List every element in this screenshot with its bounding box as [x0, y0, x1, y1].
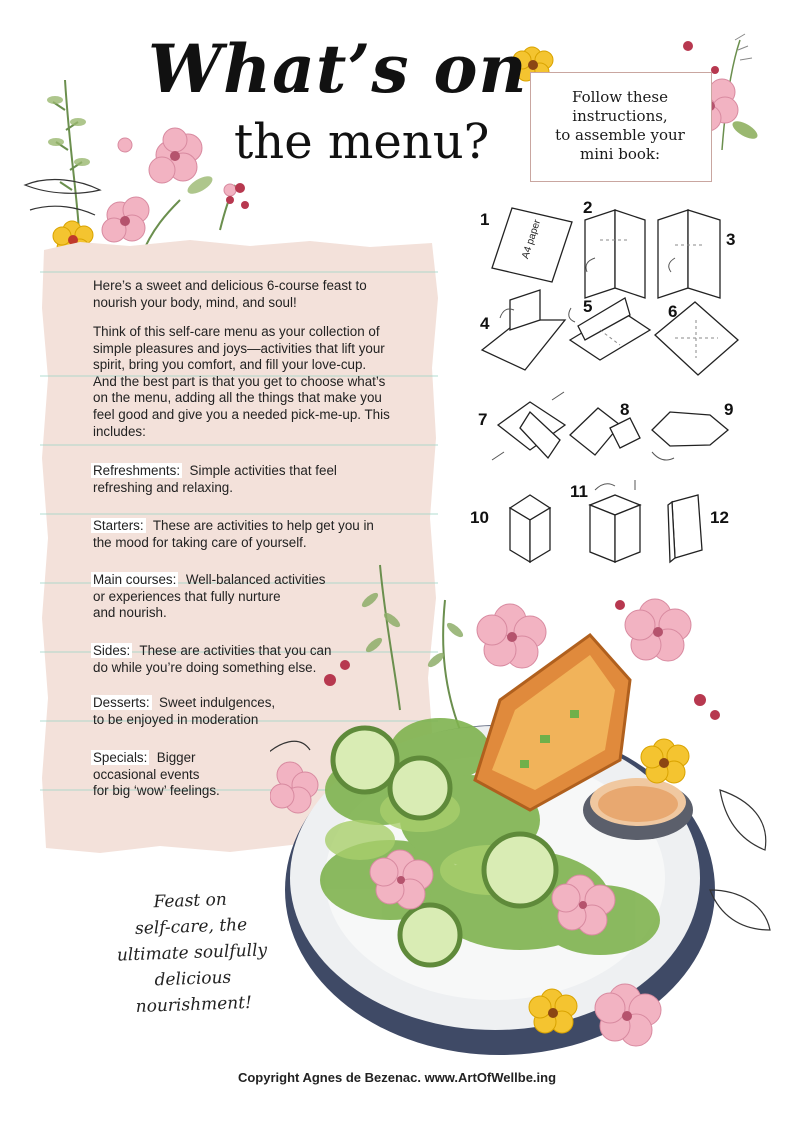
text-line: Here’s a sweet and delicious 6-course feast to — [93, 278, 367, 293]
quote-line: ultimate soulfully — [116, 940, 268, 966]
text-line: nourish your body, mind, and soul! — [93, 294, 297, 310]
folding-diagram — [470, 190, 770, 570]
step-number: 3 — [726, 230, 736, 249]
category-starters — [93, 518, 374, 551]
category-label: Starters: — [93, 518, 144, 533]
step-number: 10 — [470, 508, 489, 527]
closing-quote — [90, 885, 294, 1022]
step-number: 8 — [620, 400, 630, 419]
step-number: 9 — [724, 400, 734, 419]
category-label: Refreshments: — [93, 463, 181, 478]
category-desserts — [93, 695, 275, 728]
category-description: These are activities that you can — [139, 643, 332, 658]
category-description: Well-balanced activities — [185, 572, 326, 587]
category-description: and nourish. — [93, 605, 167, 621]
category-description: These are activities to help get you in — [152, 518, 374, 533]
step-number: 4 — [480, 314, 490, 333]
instructions-line: Follow these — [572, 88, 668, 106]
text-line: spirit, bring you comfort, and fill your love-cup. — [93, 357, 367, 373]
category-description: the mood for taking care of yourself. — [93, 534, 307, 550]
instructions-line: instructions, — [572, 107, 668, 125]
category-description: Sweet indulgences, — [159, 695, 276, 710]
category-label: Desserts: — [93, 695, 150, 710]
category-label: Sides: — [93, 643, 131, 658]
quote-line: delicious — [154, 967, 232, 991]
category-label: Main courses: — [93, 572, 177, 587]
quote-line: self-care, the — [134, 915, 248, 939]
intro-paragraph-1 — [93, 278, 367, 311]
category-description: Simple activities that feel — [189, 463, 337, 478]
category-description: to be enjoyed in moderation — [93, 711, 259, 727]
text-line: on the menu, adding all the things that make you — [93, 390, 382, 406]
quote-line: Feast on — [153, 889, 228, 913]
text-line: Think of this self-care menu as your collection of — [93, 324, 380, 339]
category-label: Specials: — [93, 750, 148, 765]
instructions-line: mini book: — [579, 145, 661, 163]
step-number: 6 — [668, 302, 678, 321]
text-line: feel good and give you a needed pick-me-up. This — [93, 406, 390, 422]
salad-plate-illustration — [270, 560, 780, 1060]
step-number: 12 — [710, 508, 729, 527]
category-refreshments — [93, 463, 337, 496]
instructions-line: to assemble your — [555, 126, 685, 144]
category-description: do while you’re doing something else. — [93, 659, 317, 675]
page-title-line-2: the menu? — [234, 114, 490, 170]
step-number: 1 — [480, 210, 490, 229]
category-description: or experiences that fully nurture — [93, 588, 281, 604]
category-specials — [93, 750, 220, 800]
step-number: 5 — [583, 297, 593, 316]
step-number: 2 — [583, 198, 593, 217]
intro-paragraph-2 — [93, 324, 390, 440]
category-description: refreshing and relaxing. — [93, 479, 233, 495]
step-number: 7 — [478, 410, 488, 429]
a4-paper-label: A4 paper — [520, 218, 544, 261]
text-line: includes: — [93, 423, 146, 439]
quote-line: nourishment! — [135, 992, 253, 1017]
category-description: Bigger — [156, 750, 196, 765]
category-description: occasional events — [93, 766, 200, 782]
text-line: And the best part is that you get to choose what’s — [93, 373, 386, 389]
instructions-text — [530, 88, 710, 164]
step-number: 11 — [570, 482, 588, 501]
page-title-line-1: What’s on — [148, 30, 528, 108]
category-description: for big ‘wow’ feelings. — [93, 783, 220, 799]
text-line: simple pleasures and joys—activities that lift your — [93, 340, 385, 356]
copyright-footer: Copyright Agnes de Bezenac. www.ArtOfWellbe.ing — [237, 1070, 557, 1085]
